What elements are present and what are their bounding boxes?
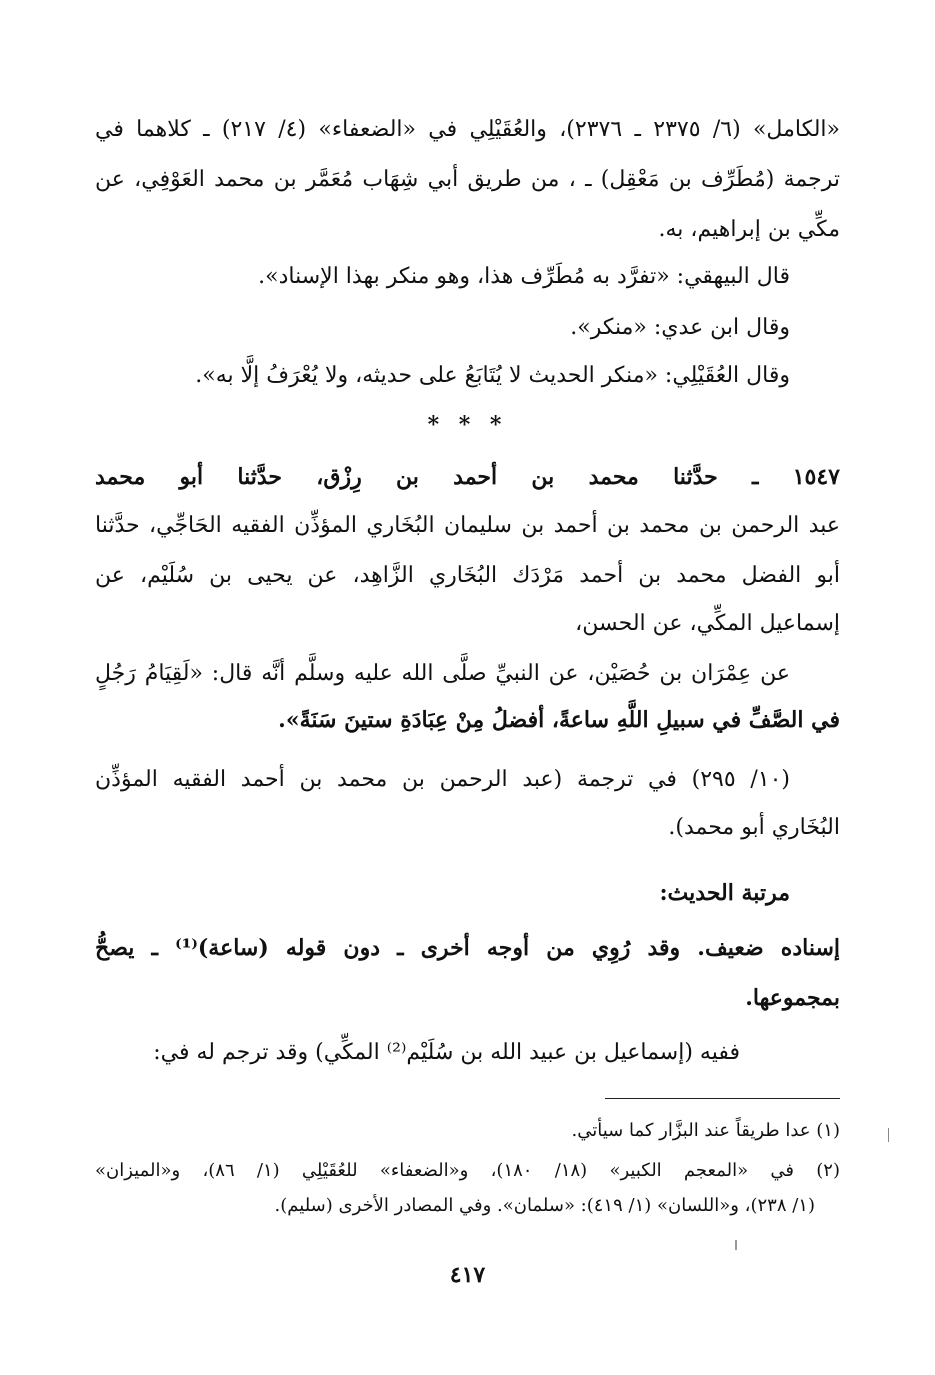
section-separator: * * * bbox=[427, 412, 508, 438]
reference-line: (١٠/ ٢٩٥) في ترجمة (عبد الرحمن بن محمد بن أحمد الفقيه المؤذِّن bbox=[95, 767, 790, 792]
quote-line: وقال العُقَيْلِي: «منكر الحديث لا يُتَابَعُ على حديثه، ولا يُعْرَفُ إلَّا به». bbox=[195, 363, 790, 388]
footnote: (١) عدا طريقاً عند البزَّار كما سيأتي. bbox=[571, 1120, 840, 1141]
body-line: «الكامل» (٦/ ٢٣٧٥ ـ ٢٣٧٦)، والعُقَيْلِي في «الضعفاء» (٤/ ٢١٧) ـ كلاهما في bbox=[95, 117, 841, 142]
matn-line: عن عِمْرَان بن حُصَيْن، عن النبيِّ صلَّى الله عليه وسلَّم أنَّه قال: «لَقِيَامُ رَجُلٍ bbox=[95, 661, 790, 686]
isnad-line: أبو الفضل محمد بن أحمد مَرْدَك البُخَاري الزَّاهِد، عن يحيى بن سُلَيْم، عن bbox=[95, 563, 840, 588]
grade-heading: مرتبة الحديث: bbox=[659, 880, 790, 906]
footnote: (١/ ٢٣٨)، و«اللسان» (١/ ٤١٩): «سلمان». وفي المصادر الأخرى (سليم). bbox=[274, 1195, 815, 1216]
matn-line: في الصَّفِّ في سبيلِ اللَّهِ ساعةً، أفضلُ مِنْ عِبَادَةِ ستينَ سَنَةً». bbox=[278, 707, 840, 733]
hadith-number-line: ١٥٤٧ ـ حدَّثنا محمد بن أحمد بن رِزْق، حدَّثنا أبو محمد bbox=[95, 464, 840, 490]
grade-detail-line: ففيه (إسماعيل بن عبيد الله بن سُلَيْم⁽²⁾ المكِّي) وقد ترجم له في: bbox=[153, 1040, 740, 1065]
body-line: ترجمة (مُطَرِّف بن مَعْقِل) ـ ، من طريق أبي شِهَاب مُعَمَّر بن محمد العَوْفِي، عن bbox=[95, 167, 840, 192]
grade-line: بمجموعها. bbox=[745, 985, 840, 1011]
quote-line: وقال ابن عدي: «منكر». bbox=[570, 315, 790, 340]
page-number: ٤١٧ bbox=[449, 1262, 486, 1288]
quote-line: قال البيهقي: «تفرَّد به مُطَرِّف هذا، وهو منكر بهذا الإسناد». bbox=[258, 264, 790, 289]
reference-line: البُخَاري أبو محمد). bbox=[668, 815, 840, 840]
body-line: مكِّي بن إبراهيم، به. bbox=[658, 217, 840, 242]
grade-line: إسناده ضعيف. وقد رُوِي من أوجه أخرى ـ دون قوله (ساعة)⁽¹⁾ ـ يصحُّ bbox=[95, 935, 841, 961]
isnad-line: عبد الرحمن بن محمد بن أحمد بن سليمان البُخَاري المؤذِّن الفقيه الحَاجِّي، حدَّثنا bbox=[95, 513, 840, 538]
scan-mark bbox=[735, 1240, 737, 1250]
scan-mark bbox=[888, 1128, 889, 1142]
isnad-line: إسماعيل المكِّي، عن الحسن، bbox=[575, 611, 840, 636]
footnote: (٢) في «المعجم الكبير» (١٨/ ١٨٠)، و«الضعفاء» للعُقَيْلِي (١/ ٨٦)، و«الميزان» bbox=[95, 1160, 840, 1181]
footnote-divider bbox=[605, 1098, 840, 1099]
